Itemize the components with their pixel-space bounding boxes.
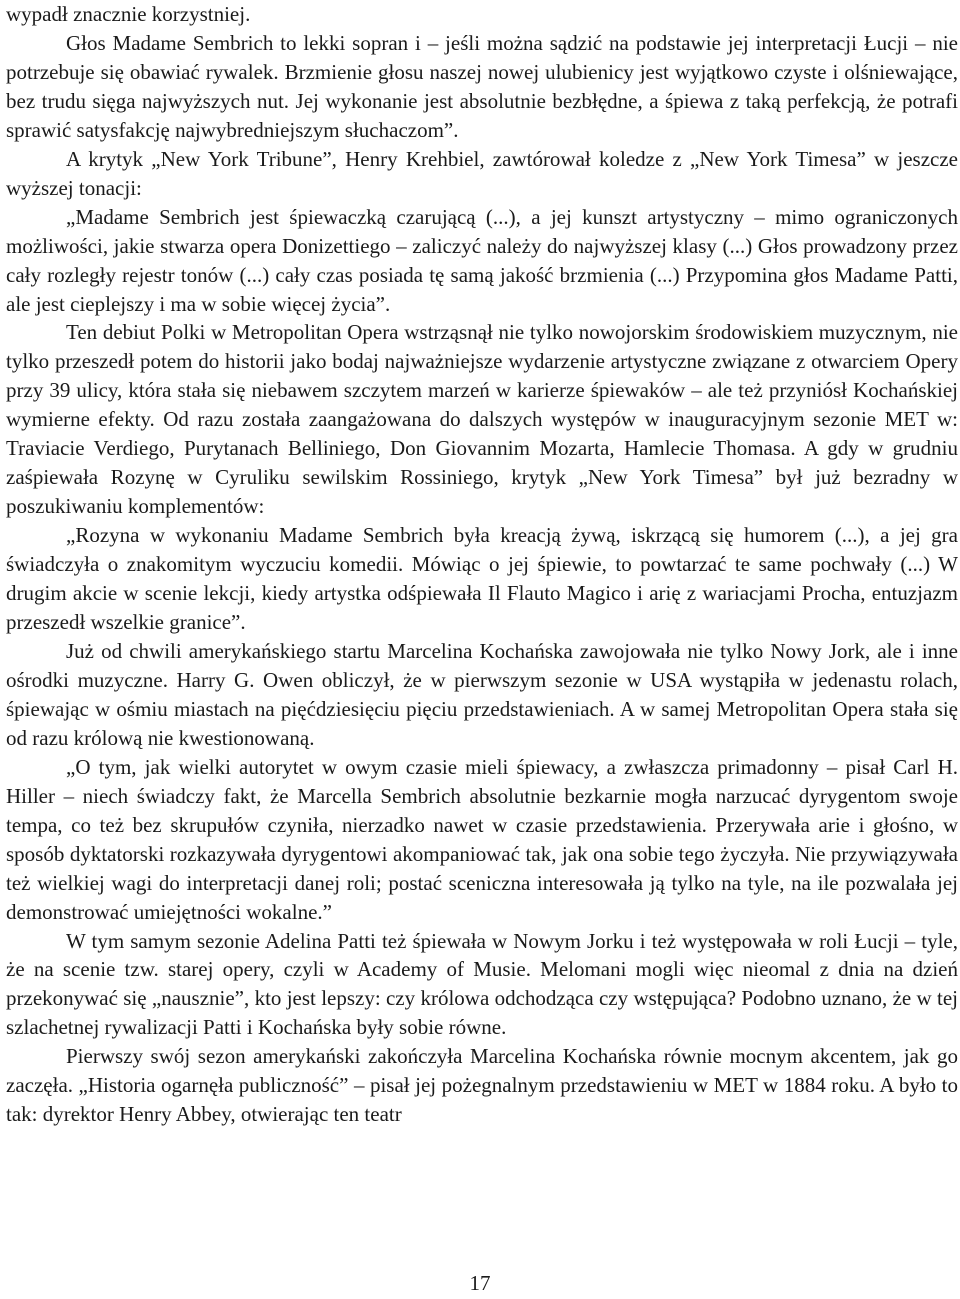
paragraph: Głos Madame Sembrich to lekki sopran i – jeśli można sądzić na podstawie jej interpretacji Łucji – nie potrzebuje się obawiać rywalek. Brzmienie głosu naszej nowej ulubienicy jest wyjątkowo czyste i olśniewające, bez trudu sięga najwyższych nut. Jej wykonanie jest absolutnie bezbłędne, a śpiewa z taką perfekcją, że potrafi sprawić satysfakcję najwybredniejszym słuchaczom”. [6,30,958,142]
quotation: „Madame Sembrich jest śpiewaczką czarującą (...), a jej kunszt artystyczny – mimo ograniczonych możliwości, jakie stwarza opera Donizettiego – zaliczyć należy do najwyższej klasy (...) Głos prowadzony przez cały rozległy rejestr tonów (...) cały czas posiada tę samą jakość brzmienia (...) Przypomina głos Madame Patti, ale jest cieplejszy i ma w sobie więcej życia”. [6,204,958,316]
paragraph: Pierwszy swój sezon amerykański zakończyła Marcelina Kochańska równie mocnym akcentem, jak go zaczęła. „Historia ogarnęła publiczność” – pisał jej pożegnalnym przedstawieniu w MET w 1884 roku. A było to tak: dyrektor Henry Abbey, otwierając ten teatr [6,1044,958,1127]
paragraph: W tym samym sezonie Adelina Patti też śpiewała w Nowym Jorku i też występowała w roli Łucji – tyle, że na scenie tzw. starej opery, czyli w Academy of Musie. Melomani mogli więc nieomal z dnia na dzień przekonywać się „nausznie”, kto jest lepszy: czy królowa odchodząca czy wstępująca? Podobno uznano, że w tej szlachetnej rywalizacji Patti i Kochańska były sobie równe. [6,928,958,1040]
paragraph: „O tym, jak wielki autorytet w owym czasie mieli śpiewacy, a zwłaszcza primadonny – pisał Carl H. Hiller – niech świadczy fakt, że Marcella Sembrich absolutnie bezkarnie mogła narzucać dyrygentom swoje tempa, co też bez skrupułów czyniła, nierzadko nawet w czasie przedstawienia. Przerywała arie i głośno, w sposób dyktatorski rozkazywała dyrygentowi akompaniować tak, jak ona sobie tego życzyła. Nie przywiązywała też wielkiej wagi do interpretacji danej roli; postać sceniczna interesowała ją tylko na tyle, na ile pozwalała jej demonstrować umiejętności wokalne.” [6,754,958,924]
page-number: 17 [469,1271,491,1295]
paragraph: A krytyk „New York Tribune”, Henry Krehbiel, zawtórował koledze z „New York Timesa” w jeszcze wyższej tonacji: [6,146,958,200]
paragraph: Ten debiut Polki w Metropolitan Opera wstrząsnął nie tylko nowojorskim środowiskiem muzycznym, nie tylko przeszedł potem do historii jako bodaj najważniejsze wydarzenie artystyczne związane z otwarciem Opery przy 39 ulicy, która stała się niebawem szczytem marzeń w karierze śpiewaków – ale też przyniósł Kochańskiej wymierne efekty. Od razu została zaangażowana do dalszych występów w inauguracyjnym sezonie MET w: Traviacie Verdiego, Purytanach Belliniego, Don Giovannim Mozarta, Hamlecie Thomasa. A gdy w grudniu zaśpiewała Rozynę w Cyruliku sewilskim Rossiniego, krytyk „New York Timesa” był już bezradny w poszukiwaniu komplementów: [6,320,958,519]
quotation: „Rozyna w wykonaniu Madame Sembrich była kreacją żywą, iskrzącą się humorem (...), a jej gra świadczyła o znakomitym wyczuciu komedii. Mówiąc o jej śpiewie, to powtarzać te same pochwały (...) W drugim akcie w scenie lekcji, kiedy artystka odśpiewała Il Flauto Magico i arię z wariacjami Procha, entuzjazm przeszedł wszelkie granice”. [6,523,958,635]
paragraph: wypadł znacznie korzystniej. [6,2,251,26]
page-text [6,0,958,1129]
paragraph: Już od chwili amerykańskiego startu Marcelina Kochańska zawojowała nie tylko Nowy Jork, ale i inne ośrodki muzyczne. Harry G. Owen obliczył, że w pierwszym sezonie w USA wystąpiła w jedenastu rolach, śpiewając w ośmiu miastach na pięćdziesięciu pięciu przedstawieniach. A w samej Metropolitan Opera stała się od razu królową nie kwestionowaną. [6,638,958,750]
